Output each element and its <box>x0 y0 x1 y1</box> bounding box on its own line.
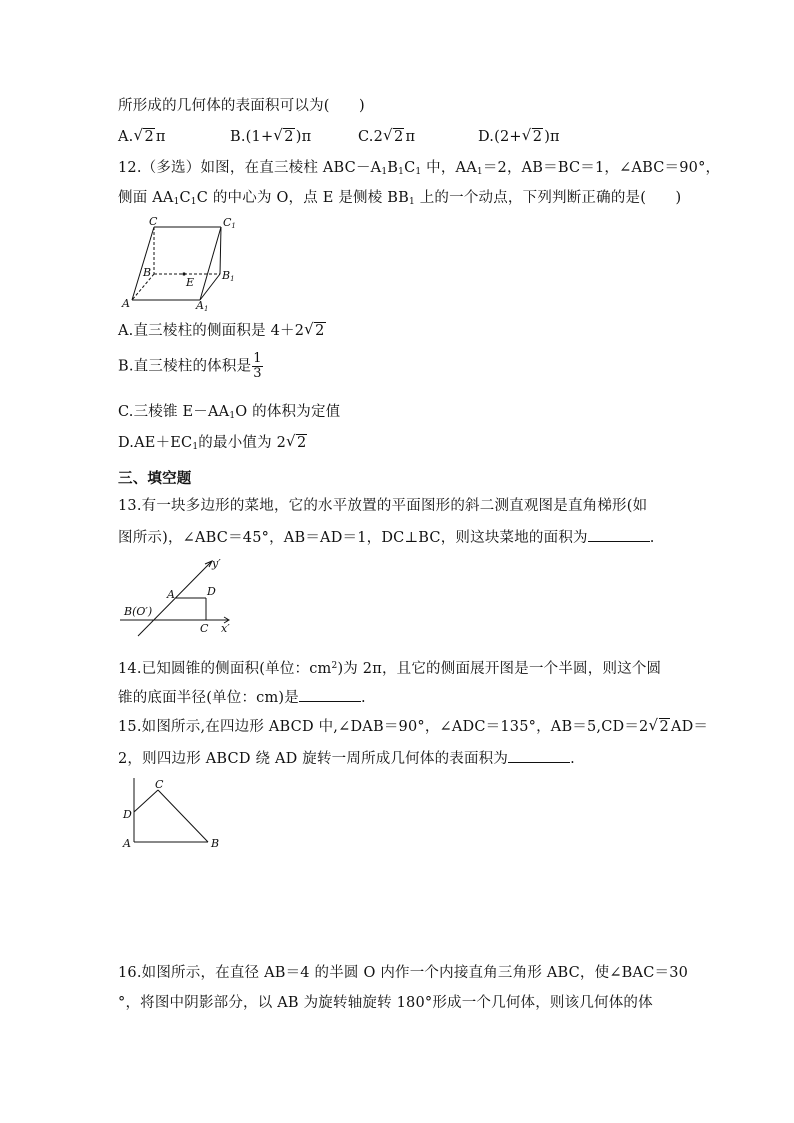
q12-option-a[interactable]: A.直三棱柱的侧面积是 4＋2√ 2 <box>118 321 327 341</box>
q12-option-b[interactable]: B.直三棱柱的体积是 $\frac{1}{3}$ <box>118 351 262 381</box>
q12-label-b: B <box>143 266 152 279</box>
q12-label-a1: A1 <box>196 299 209 313</box>
q13-answer-blank[interactable] <box>588 527 650 542</box>
q13-label-a: A <box>167 588 175 601</box>
q11-options <box>118 127 718 149</box>
q15-stem-line2: 2，则四边形 ABCD 绕 AD 旋转一周所成几何体的表面积为 . <box>118 748 575 769</box>
q15-quadrilateral-figure <box>118 772 238 857</box>
q14-stem-line1: 14.已知圆锥的侧面积(单位：$cm^2$)为 2π，且它的侧面展开图是一个半圆，则这个圆 <box>118 661 662 677</box>
q12-prism-figure <box>118 214 248 314</box>
q12-label-a: A <box>122 297 130 310</box>
q15-stem-line1: 15.如图所示,在四边形 ABCD 中,∠DAB＝90°，∠ADC＝135°，AB＝5,CD＝2√ 2 AD＝ <box>118 717 708 737</box>
q15-label-c: C <box>155 778 164 791</box>
q16-stem-line1: 16.如图所示，在直径 AB＝4 的半圆 O 内作一个内接直角三角形 ABC，使∠BAC＝30 <box>118 965 689 981</box>
q12-option-d[interactable]: $D.AE+EC_1$的最小值为 2√ 2 <box>118 433 308 457</box>
q13-label-c: C <box>200 622 209 635</box>
q11-option-b[interactable]: B.(1+√ 2 )π <box>230 127 311 147</box>
q13-label-b-origin: B(O′) <box>124 605 153 618</box>
q12-label-e: E <box>186 276 195 289</box>
q11-option-d[interactable]: D.(2+√ 2 )π <box>478 127 560 147</box>
section-title: 三、填空题 <box>118 470 192 487</box>
q15-label-a: A <box>123 837 131 850</box>
q13-label-d: D <box>207 585 216 598</box>
q13-label-x: x′ <box>221 622 230 635</box>
q15-label-b: B <box>211 837 220 850</box>
q13-stem-line1: 13.有一块多边形的菜地，它的水平放置的平面图形的斜二测直观图是直角梯形(如 <box>118 498 648 514</box>
q14-answer-blank[interactable] <box>299 687 361 702</box>
q12-label-b1: B1 <box>222 269 235 283</box>
q14-stem-line2: 锥的底面半径(单位：cm)是 . <box>118 687 366 708</box>
q11-stem-tail: 所形成的几何体的表面积可以为( ) <box>118 98 365 114</box>
q11-option-c[interactable]: C.2√ 2 π <box>358 127 415 147</box>
q12-label-c: C <box>149 215 158 228</box>
q13-trapezoid-figure <box>118 558 248 638</box>
q15-label-d: D <box>123 808 132 821</box>
q12-option-c[interactable]: C.三棱锥 $E-AA_1O$ 的体积为定值 <box>118 404 341 421</box>
q12-label-c1: C1 <box>223 216 236 230</box>
q13-stem-line2: 图所示)，∠ABC＝45°，AB＝AD＝1，DC⊥BC，则这块菜地的面积为 . <box>118 527 655 548</box>
q12-stem-line2: 侧面 $AA_1C_1C$ 的中心为 O，点 E 是侧棱 $BB_1$ 上的一个动点，下列判断正确的是( ) <box>118 190 682 207</box>
q12-stem-line1: 12.（多选）如图，在直三棱柱 $ABC-A_1B_1C_1$ 中，$AA_1=2$，AB＝BC＝1，∠ABC＝90°， <box>118 160 721 177</box>
q13-label-y: y′ <box>212 558 221 570</box>
q11-option-a[interactable]: A.√ 2 π <box>118 127 166 147</box>
q16-stem-line2: °，将图中阴影部分，以 AB 为旋转轴旋转 180°形成一个几何体，则该几何体的体 <box>118 995 653 1011</box>
q15-answer-blank[interactable] <box>508 748 570 763</box>
